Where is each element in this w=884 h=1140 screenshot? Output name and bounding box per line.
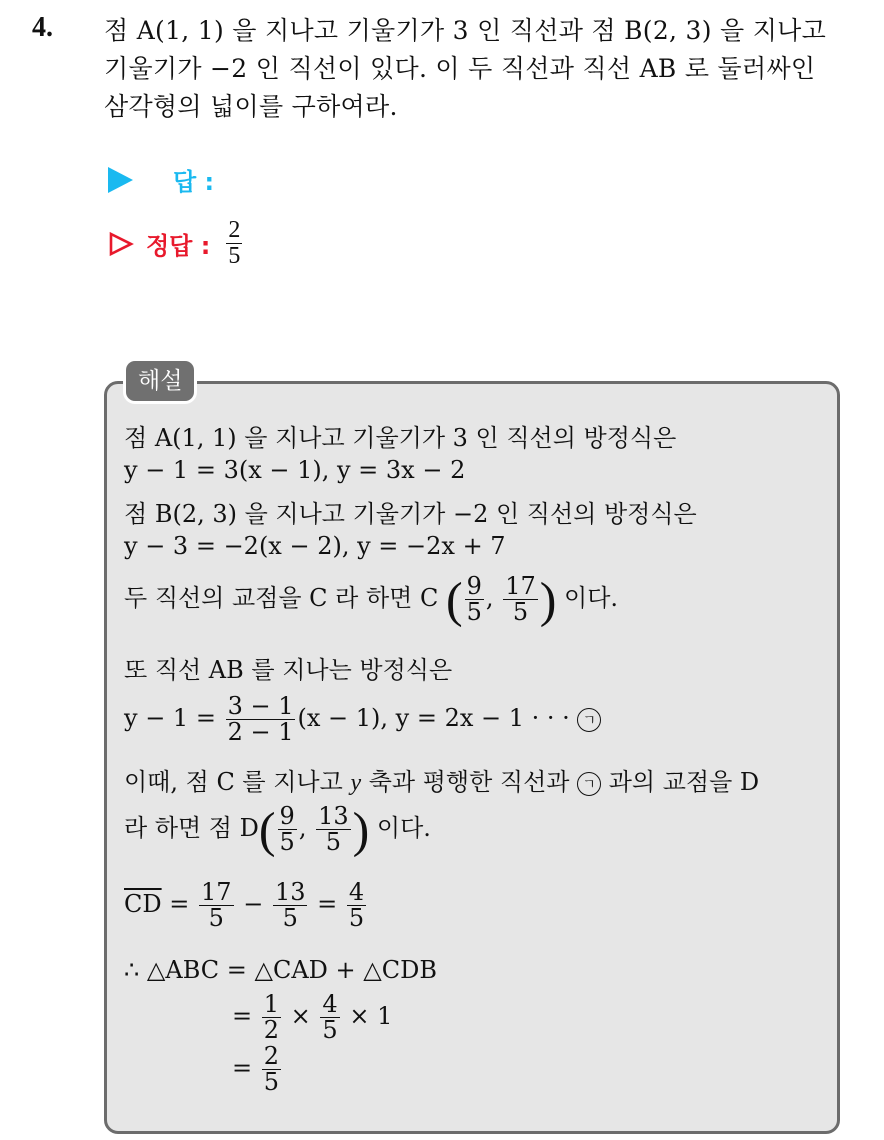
fraction-numerator: 17 — [505, 572, 536, 600]
fraction-denominator: 5 — [325, 828, 341, 857]
solution-line-11: ∴ △ABC = △CAD + △CDB — [124, 956, 437, 984]
solution-line-7 — [124, 694, 834, 745]
fraction-denominator: 5 — [466, 598, 482, 627]
right-paren: ) — [352, 801, 370, 858]
fraction-numerator: 13 — [318, 802, 349, 830]
solution-line-1: 점 A(1, 1) 을 지나고 기울기가 3 인 직선의 방정식은 — [124, 424, 677, 452]
correct-answer-label: 정답 : — [146, 232, 211, 261]
fraction — [465, 574, 484, 625]
fraction-denominator: 5 — [208, 904, 224, 933]
fraction — [347, 880, 366, 931]
answer-label: 답 : — [173, 168, 215, 196]
fraction-numerator: 3 − 1 — [227, 692, 294, 720]
fraction — [273, 880, 308, 931]
fraction-denominator: 2 − 1 — [227, 718, 294, 747]
equals: = — [232, 1054, 253, 1083]
fraction — [278, 804, 297, 855]
fraction — [199, 880, 234, 931]
fraction-denominator: 5 — [512, 598, 529, 627]
line8-suffix: 과의 교점을 D — [608, 768, 760, 796]
solution-line-3: 점 B(2, 3) 을 지나고 기울기가 −2 인 직선의 방정식은 — [124, 500, 697, 528]
right-paren: ) — [539, 571, 557, 628]
line5-suffix: 이다. — [564, 584, 619, 613]
fraction — [503, 574, 538, 625]
solution-line-6: 또 직선 AB 를 지나는 방정식은 — [124, 656, 453, 684]
solution-line-4: y − 3 = −2(x − 2), y = −2x + 7 — [124, 532, 506, 560]
fraction-denominator: 2 — [263, 1016, 280, 1045]
equals: = — [317, 890, 338, 919]
segment-cd: $\overline{CD}$ — [124, 890, 162, 919]
equals: = — [232, 1002, 253, 1031]
fraction-numerator: 2 — [263, 1042, 280, 1070]
solution-line-10 — [124, 880, 834, 931]
fraction-denominator: 5 — [282, 904, 298, 933]
fraction — [262, 1044, 281, 1095]
outline-triangle-icon — [108, 231, 134, 257]
fraction-numerator: 4 — [322, 990, 338, 1018]
line5-text: 두 직선의 교점을 C 라 하면 C — [124, 584, 439, 613]
fraction-numerator: 9 — [466, 572, 482, 600]
times: × — [290, 1002, 311, 1031]
fraction-denominator: 5 — [279, 828, 295, 857]
line9-prefix: 라 하면 점 D — [124, 814, 259, 843]
line8-prefix: 이때, 점 C 를 지나고 — [124, 768, 343, 796]
question-line-3: 삼각형의 넓이를 구하여라. — [104, 92, 398, 121]
y-variable: y — [350, 770, 362, 796]
fraction — [316, 804, 351, 855]
answer-row — [108, 162, 214, 197]
play-triangle-icon — [108, 167, 133, 193]
fraction — [320, 992, 339, 1043]
question-line-1: 점 A(1, 1) 을 지나고 기울기가 3 인 직선과 점 B(2, 3) 을 지나고 — [104, 16, 827, 45]
fraction-numerator: 4 — [348, 878, 365, 906]
question-line-2: 기울기가 −2 인 직선이 있다. 이 두 직선과 직선 AB 로 둘러싸인 — [104, 54, 816, 83]
fraction-denominator: 5 — [348, 904, 365, 933]
fraction-numerator: 13 — [274, 878, 306, 906]
fraction-numerator: 2 — [228, 217, 241, 243]
solution-line-13 — [232, 1044, 432, 1095]
fraction-numerator: 9 — [279, 802, 295, 830]
circled-giyeok-mark: ㄱ — [577, 772, 601, 796]
slope-fraction — [226, 694, 296, 745]
line9-suffix: 이다. — [376, 814, 431, 843]
fraction — [262, 992, 281, 1043]
fraction-denominator: 5 — [263, 1068, 280, 1097]
minus: − — [243, 890, 264, 919]
line8-middle: 축과 평행한 직선과 — [368, 768, 570, 796]
line7-suffix: (x − 1), y = 2x − 1 · · · — [297, 704, 570, 733]
equals: = — [169, 890, 190, 919]
correct-answer-fraction — [226, 218, 242, 269]
left-paren: ( — [258, 801, 276, 858]
solution-line-9: 라 하면 점 D( $\frac{9}{5}$ , $\frac{13}{5}$ ) 이다. — [124, 801, 431, 858]
question-text — [104, 12, 864, 126]
fraction-numerator: 1 — [263, 990, 280, 1018]
solution-line-5: 두 직선의 교점을 C 라 하면 C ( $\frac{9}{5}$ , $\frac{17}{5}$ ) 이다. — [124, 571, 619, 628]
correct-answer-row — [108, 218, 244, 269]
solution-tag: 해설 — [126, 361, 194, 401]
solution-line-8 — [124, 762, 834, 797]
circled-giyeok-mark: ㄱ — [577, 708, 601, 732]
solution-line-12 — [232, 992, 532, 1043]
solution-line-2: y − 1 = 3(x − 1), y = 3x − 2 — [124, 456, 466, 484]
left-paren: ( — [445, 571, 463, 628]
fraction-denominator: 5 — [228, 243, 241, 270]
fraction-numerator: 17 — [201, 878, 232, 906]
question-number: 4. — [32, 12, 53, 43]
fraction-denominator: 5 — [322, 1016, 338, 1045]
times-one: × 1 — [349, 1002, 393, 1031]
line7-prefix: y − 1 = — [124, 704, 216, 733]
